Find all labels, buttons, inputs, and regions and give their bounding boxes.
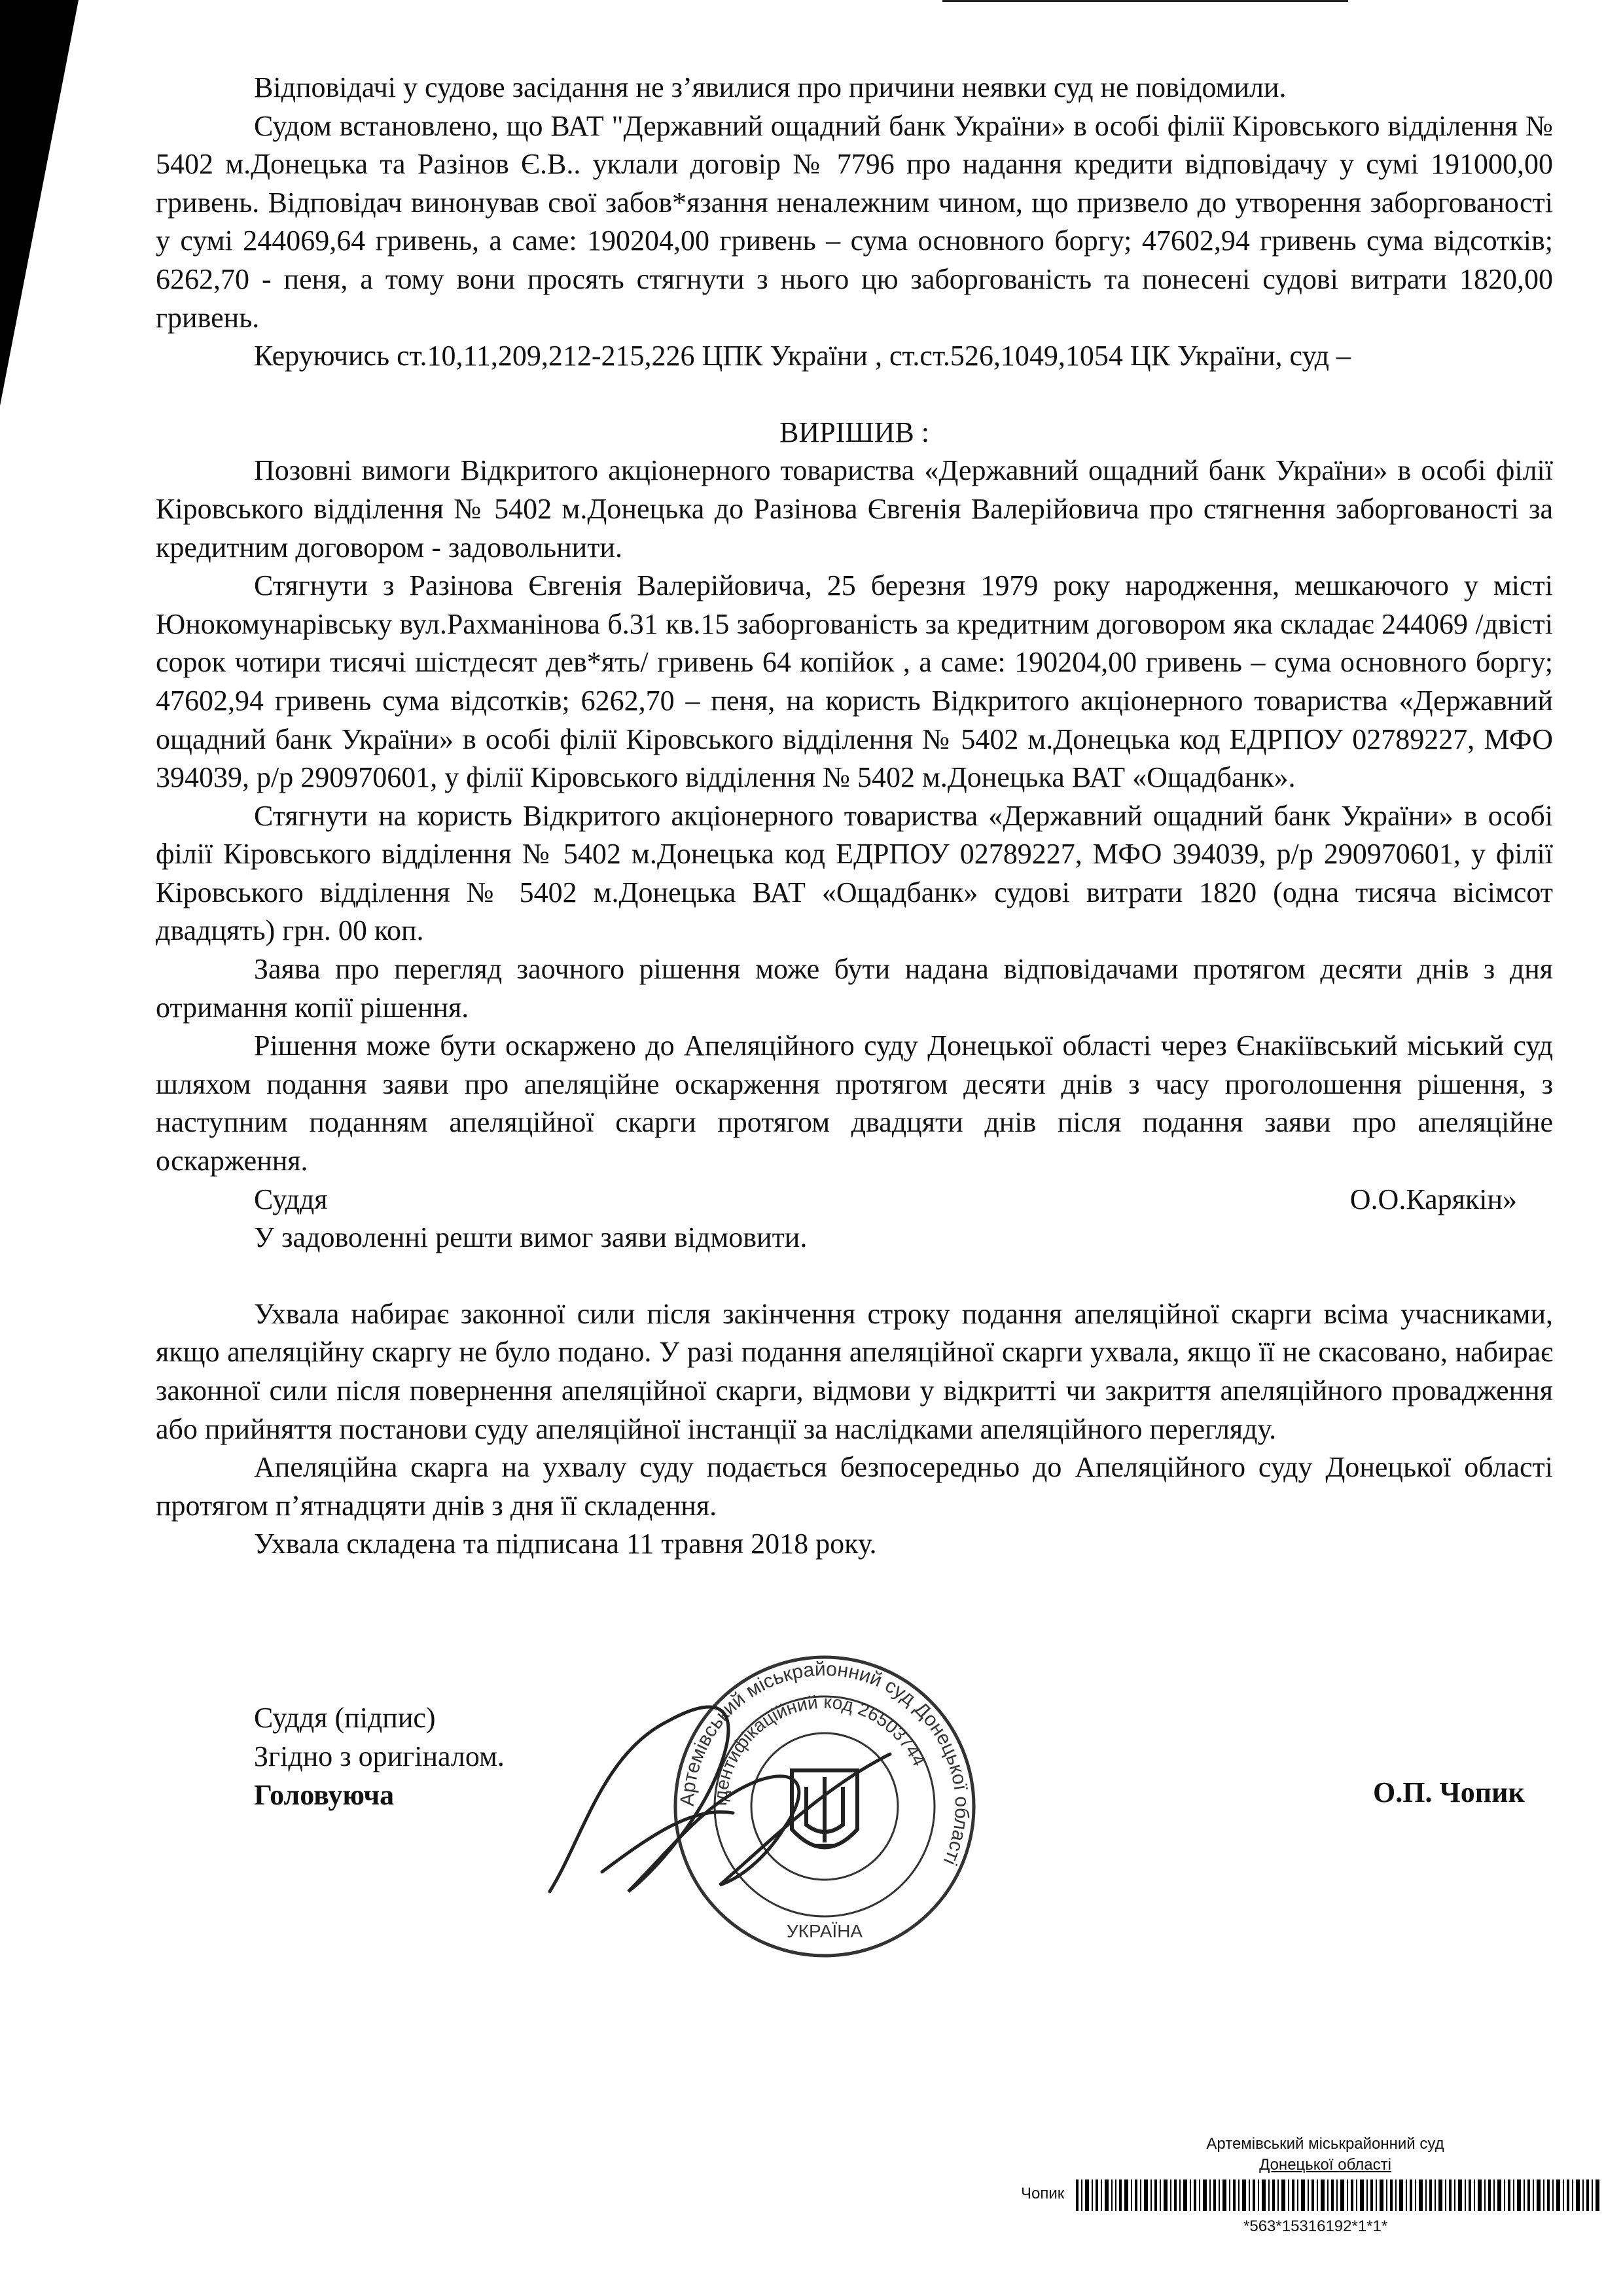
- paragraph: Стягнути з Разінова Євгенія Валерійовича, 25 березня 1979 року народження, мешкаючого у місті Юнокомунарівську вул.Рахманінова б.31 кв.15 заборгованість за кредитним договором яка складає 244069 /двісті сорок чотири тисячі шістдесят дев*ять/ гривень 64 копійок , а саме: 190204,00 гривень – сума основного боргу; 47602,94 гривень сума відсотків; 6262,70 – пеня, на користь Відкритого акціонерного товариства «Державний ощадний банк України» в особі філії Кіровського відділення № 5402 м.Донецька код ЕДРПОУ 02789227, МФО 394039, р/р 290970601, у філії Кіровського відділення № 5402 м.Донецька ВАТ «Ощадбанк».: [156, 569, 1553, 794]
- scan-corner-shadow: [0, 0, 79, 406]
- judge-line: [156, 1181, 1553, 1219]
- paragraph: Судом встановлено, що ВАТ "Державний ощадний банк України» в особі філії Кіровського відділення № 5402 м.Донецька та Разінов Є.В.. уклали договір № 7796 про надання кредити відповідачу у сумі 191000,00 гривень. Відповідач винонував свої забов*язання неналежним чином, що призвело до утворення заборгованості у сумі 244069,64 гривень, а саме: 190204,00 гривень – сума основного боргу; 47602,94 гривень сума відсотків; 6262,70 - пеня, а тому вони просять стягнути з нього цю заборгованість та понесені судові витрати 1820,00 гривень.: [156, 109, 1553, 334]
- barcode-icon: [1076, 2179, 1599, 2211]
- document-body: [156, 69, 1553, 1564]
- decision-heading: ВИРІШИВ :: [779, 416, 929, 448]
- handwritten-signature: [524, 1676, 929, 1924]
- scan-top-edge-line: [942, 0, 1348, 2]
- paragraph: Керуючись ст.10,11,209,212-215,226 ЦПК України , ст.ст.526,1049,1054 ЦК України, суд –: [254, 340, 1351, 372]
- signature-line-judge: Суддя (підпис): [254, 1702, 436, 1734]
- paragraph: Відповідачі у судове засідання не з’явилися про причини неявки суд не повідомили.: [254, 71, 1287, 103]
- paragraph: Позовні вимоги Відкритого акціонерного товариства «Державний ощадний банк України» в особі філії Кіровського відділення № 5402 м.Донецька до Разінова Євгенія Валерійовича про стягнення заборгованості за кредитним договором - задовольнити.: [156, 454, 1553, 564]
- paragraph: Апеляційна скарга на ухвалу суду подається безпосередньо до Апеляційного суду Донецької області протягом п’ятнадцяти днів з дня її складення.: [156, 1451, 1553, 1522]
- date-line: Ухвала складена та підписана 11 травня 2018 року.: [254, 1528, 877, 1560]
- paragraph: Заява про перегляд заочного рішення може бути надана відповідачами протягом десяти днів з дня отримання копії рішення.: [156, 953, 1553, 1024]
- signature-line-presiding: Головуюча: [254, 1779, 395, 1811]
- paragraph: Стягнути на користь Відкритого акціонерного товариства «Державний ощадний банк України» в особі філії Кіровського відділення № 5402 м.Донецька код ЕДРПОУ 02789227, МФО 394039, р/р 290970601, у філії Кіровського відділення № 5402 м.Донецька ВАТ «Ощадбанк» судові витрати 1820 (одна тисяча вісімсот двадцять) грн. 00 коп.: [156, 799, 1553, 947]
- signature-block: [254, 1698, 505, 1814]
- seal-inner-text: Ідентифікаційний код 26503744: [709, 1691, 930, 1807]
- paragraph: Ухвала набирає законної сили після закінчення строку подання апеляційної скарги всіма учасниками, якщо апеляційну скаргу не було подано. У разі подання апеляційної скарги ухвала, якщо її не скасовано, набирає законної сили після повернення апеляційної скарги, відмови у відкритті чи закриття апеляційного провадження або прийняття постанови суду апеляційної інстанції за наслідками апеляційного перегляду.: [156, 1297, 1553, 1445]
- barcode-number: *563*15316192*1*1*: [1243, 2217, 1388, 2235]
- paragraph: Рішення може бути оскаржено до Апеляційного суду Донецької області через Єнакіївський міський суд шляхом подання заяви про апеляційне оскарження протягом десяти днів з часу проголошення рішення, з наступним поданням апеляційної скарги протягом двадцяти днів після подання заяви про апеляційне оскарження.: [156, 1030, 1553, 1177]
- barcode-label: Чопик: [1021, 2185, 1065, 2202]
- judge-name: О.О.Карякін»: [1349, 1183, 1517, 1215]
- seal-bottom-text: УКРАЇНА: [786, 1921, 863, 1941]
- refusal-line: У задоволенні решти вимог заяви відмовити.: [254, 1221, 808, 1254]
- judge-label: Суддя: [254, 1183, 328, 1215]
- footer-court-name: Артемівський міськрайонний суд Донецької області: [1206, 2135, 1444, 2174]
- presiding-judge-name: О.П. Чопик: [1373, 1776, 1525, 1808]
- signature-line-certified: Згідно з оригіналом.: [254, 1740, 505, 1772]
- seal-outer-text: Артемівський міськрайонний суд Донецької області: [676, 1658, 973, 1869]
